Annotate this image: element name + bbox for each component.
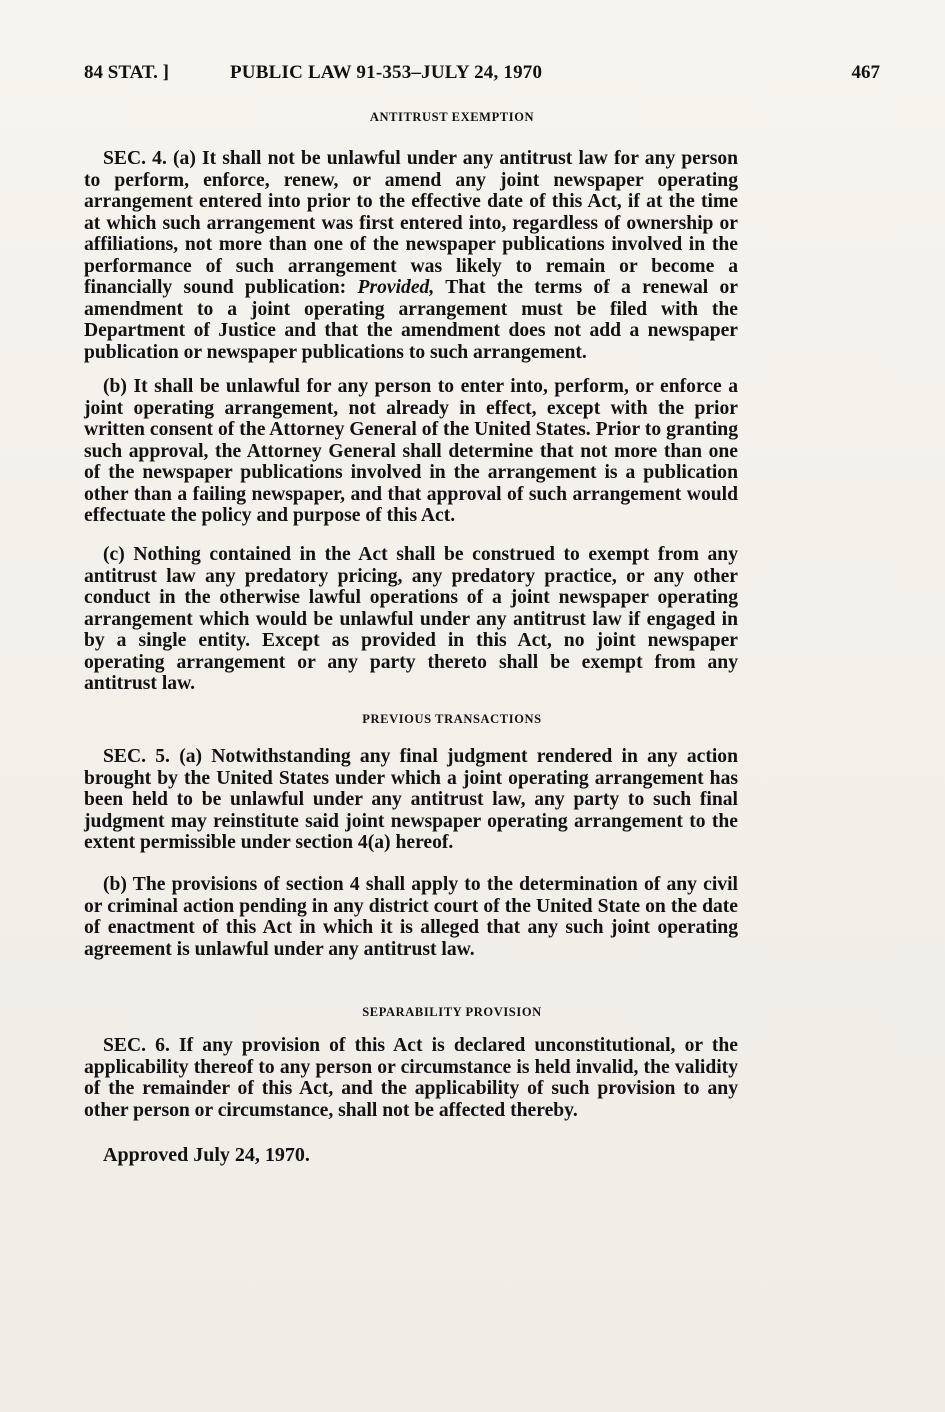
section-5a-text: (a) Notwithstanding any final judgment rendered in any action brought by the United States under which a joint operating arrangement has been held to be unlawful under any antitrust law, any party to such final judgment may reinstitute said joint newspaper operating arrangement to the extent permissible under section 4(a) hereof. [84,746,739,853]
section-4a-proviso: That the terms of a renewal or amendment to a joint operating arrangement must be filed with the Department of Justice and that the amendment does not add a newspaper publication or newspaper publications to such arrangement. [84,277,738,363]
caption-separability-provision: SEPARABILITY PROVISION [362,1005,542,1019]
section-6 [84,1035,738,1121]
section-5b: (b) The provisions of section 4 shall apply to the determination of any civil or criminal action pending in any district court of the United State on the date of enactment of this Act in which it is alleged that any such joint operating agreement is unlawful under any antitrust law. [84,874,738,960]
section-6-text: If any provision of this Act is declared unconstitutional, or the applicability thereof to any person or circumstance is held invalid, the validity of the remainder of this Act, and the applicability of such provision to any other person or circumstance, shall not be affected thereby. [84,1035,738,1121]
section-label: SEC. 5. [103,746,170,767]
section-4b: (b) It shall be unlawful for any person to enter into, perform, or enforce a joint operating arrangement, not already in effect, except with the prior written consent of the Attorney General of the United States. Prior to granting such approval, the Attorney General shall determine that not more than one of the newspaper publications involved in the arrangement is a publication other than a failing newspaper, and that approval of such arrangement would effectuate the policy and purpose of this Act. [84,376,738,526]
section-5a [84,746,738,854]
law-title: PUBLIC LAW 91-353–JULY 24, 1970 [230,62,543,83]
caption-previous-transactions: PREVIOUS TRANSACTIONS [362,712,542,726]
provided-term: Provided, [357,277,435,298]
approval-date: Approved July 24, 1970. [103,1144,310,1166]
section-4c: (c) Nothing contained in the Act shall be construed to exempt from any antitrust law any predatory pricing, any predatory practice, or any other conduct in the otherwise lawful operations of a joint newspaper operating arrangement which would be unlawful under any antitrust law if engaged in by a single entity. Except as provided in this Act, no joint newspaper operating arrangement or any party thereto shall be exempt from any antitrust law. [84,544,738,694]
caption-antitrust-exemption: ANTITRUST EXEMPTION [369,110,535,124]
section-label: SEC. 6. [103,1035,170,1056]
section-4a [84,148,738,363]
page-number: 467 [851,62,880,83]
section-label: SEC. 4. [103,148,167,169]
running-header [84,62,880,86]
statute-reference: 84 STAT. ] [84,62,169,83]
section-4a-text: (a) It shall not be unlawful under any antitrust law for any person to perform, enforce, renew, or amend any joint newspaper operating arrangement entered into prior to the effective date of this Act, if at the time at which such arrangement was first entered into, regardless of ownership or affiliations, not more than one of the newspaper publications involved in the performance of such arrangement was likely to remain or become a financially sound publication: [84,148,739,298]
bleed-through-margin-notes [762,140,912,1040]
